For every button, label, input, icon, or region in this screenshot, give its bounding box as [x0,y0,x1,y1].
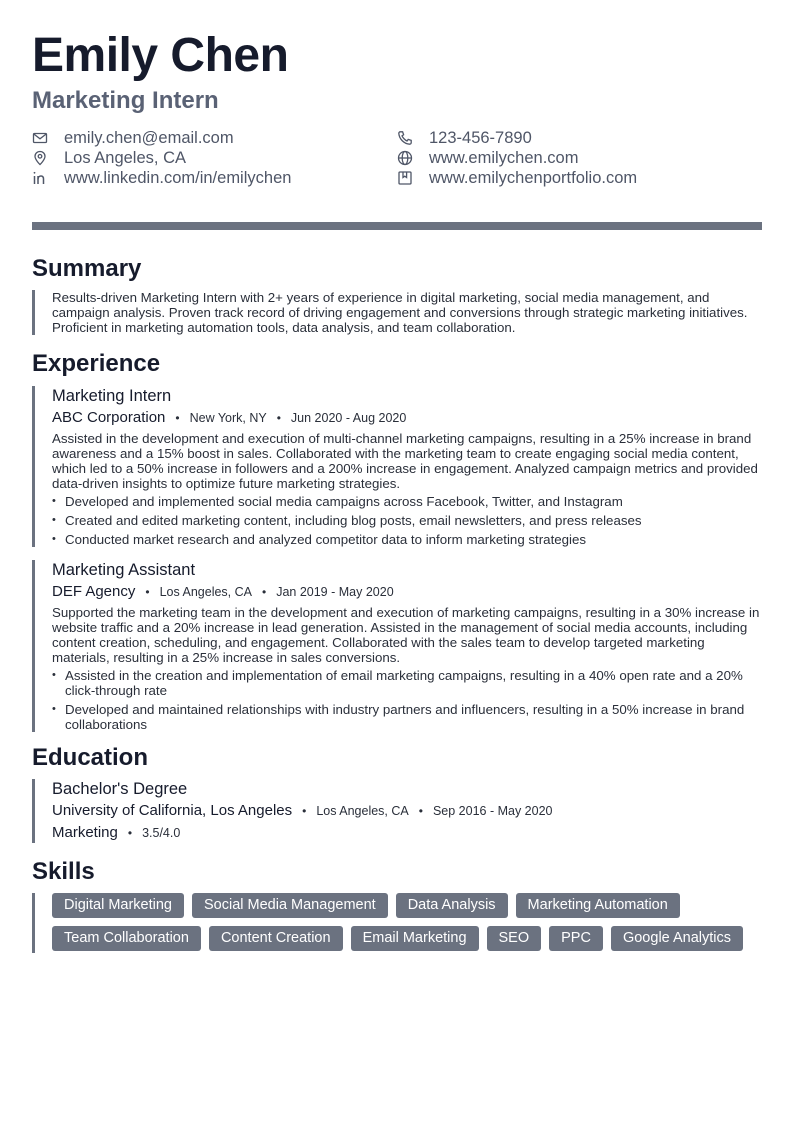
location-pin-icon [32,150,48,166]
separator-dot: • [302,803,307,818]
separator-dot: • [262,584,267,599]
education-location: Los Angeles, CA [316,803,409,818]
job-company: DEF Agency [52,582,136,600]
job-dates: Jan 2019 - May 2020 [276,584,394,599]
summary-heading: Summary [32,254,142,282]
experience-section [32,351,762,731]
header-divider [32,222,762,230]
education-gpa: 3.5/4.0 [142,825,181,840]
skill-tag: Team Collaboration [52,926,201,951]
job-bullet: • Conducted market research and analyzed competitor data to inform marketing strategies [52,532,762,547]
resume-page [32,30,762,953]
education-dates: Sep 2016 - May 2020 [432,803,553,818]
contact-phone[interactable] [397,129,762,148]
job-bullets [52,494,762,547]
job-location: Los Angeles, CA [159,584,252,599]
education-block [32,779,762,843]
summary-block [32,290,762,335]
skill-tag: SEO [487,926,542,951]
education-section [32,745,762,843]
job-entry [32,386,762,547]
education-field: Marketing [52,823,118,841]
mail-icon [32,130,48,146]
phone-text: 123-456-7890 [429,128,532,147]
job-company: ABC Corporation [52,408,166,426]
location-text: Los Angeles, CA [64,148,186,167]
portfolio-text: www.emilychenportfolio.com [429,168,638,187]
job-bullet: • Developed and implemented social media campaigns across Facebook, Twitter, and Instagram [52,494,762,509]
portfolio-icon [397,170,413,186]
job-dates: Jun 2020 - Aug 2020 [290,410,407,425]
globe-icon [397,150,413,166]
skill-tag: Marketing Automation [516,893,680,918]
linkedin-icon [32,170,48,186]
skills-block [32,893,762,953]
education-school: University of California, Los Angeles [52,801,293,819]
contact-email[interactable] [32,129,397,148]
job-location: New York, NY [189,410,267,425]
phone-icon [397,130,413,146]
job-bullet: • Assisted in the creation and implementation of email marketing campaigns, resulting in a 40% open rate and a 20% click-through rate [52,668,762,698]
separator-dot: • [127,825,133,840]
candidate-role: Marketing Intern [32,86,219,114]
separator-dot: • [418,803,423,818]
contact-portfolio[interactable] [397,169,762,188]
job-bullet: • Created and edited marketing content, including blog posts, email newsletters, and press releases [52,513,762,528]
summary-text: Results-driven Marketing Intern with 2+ years of experience in digital marketing, social media management, and campaign analysis. Proven track record of driving engagement and conversions through strategic marketing initiatives. Proficient in marketing automation tools, data analysis, and team collaboration. [52,290,748,336]
skill-tag: Google Analytics [611,926,743,951]
job-bullets [52,668,762,732]
skills-heading: Skills [32,857,95,885]
skill-tag: Content Creation [209,926,343,951]
website-text: www.emilychen.com [429,148,579,167]
education-heading: Education [32,743,149,771]
job-description: Assisted in the development and execution of multi-channel marketing campaigns, resulting in a 25% increase in brand awareness and a 15% boost in sales. Collaborated with the marketing team to create engaging social media content, which led to a 50% increase in followers and a 200% increase in engagement. Analyzed campaign metrics and provided data-driven insights to optimize future marketing strategies. [52,430,758,491]
skill-tag: Data Analysis [396,893,508,918]
education-field-row [52,823,762,843]
skill-tag: Digital Marketing [52,893,184,918]
contact-linkedin[interactable] [32,169,397,188]
contact-info [32,129,762,188]
job-entry [32,560,762,732]
job-title: Marketing Intern [52,386,172,405]
candidate-name: Emily Chen [32,29,289,82]
education-meta [52,801,762,821]
skill-tag: Email Marketing [351,926,479,951]
job-meta [52,408,762,428]
skills-section [32,859,762,953]
contact-location [32,149,397,168]
contact-website[interactable] [397,149,762,168]
job-bullet: • Developed and maintained relationships with industry partners and influencers, resulting in a 50% increase in brand collaborations [52,702,762,732]
separator-dot: • [145,584,150,599]
separator-dot: • [276,410,281,425]
job-title: Marketing Assistant [52,560,196,579]
summary-section [32,256,762,335]
linkedin-text: www.linkedin.com/in/emilychen [64,168,292,187]
job-description: Supported the marketing team in the development and execution of marketing campaigns, resulting in a 30% increase in website traffic and a 20% increase in lead generation. Assisted in the management of social media accounts, including content creation, scheduling, and engagement. Collaborated with the sales team to develop targeted marketing materials, resulting in a 25% increase in sales conversions. [52,604,760,665]
skill-tag: Social Media Management [192,893,388,918]
separator-dot: • [175,410,180,425]
skill-tag: PPC [549,926,603,951]
email-text: emily.chen@email.com [64,128,234,147]
skills-list [52,893,752,953]
job-meta [52,582,762,602]
education-degree: Bachelor's Degree [52,779,188,798]
experience-heading: Experience [32,350,161,378]
